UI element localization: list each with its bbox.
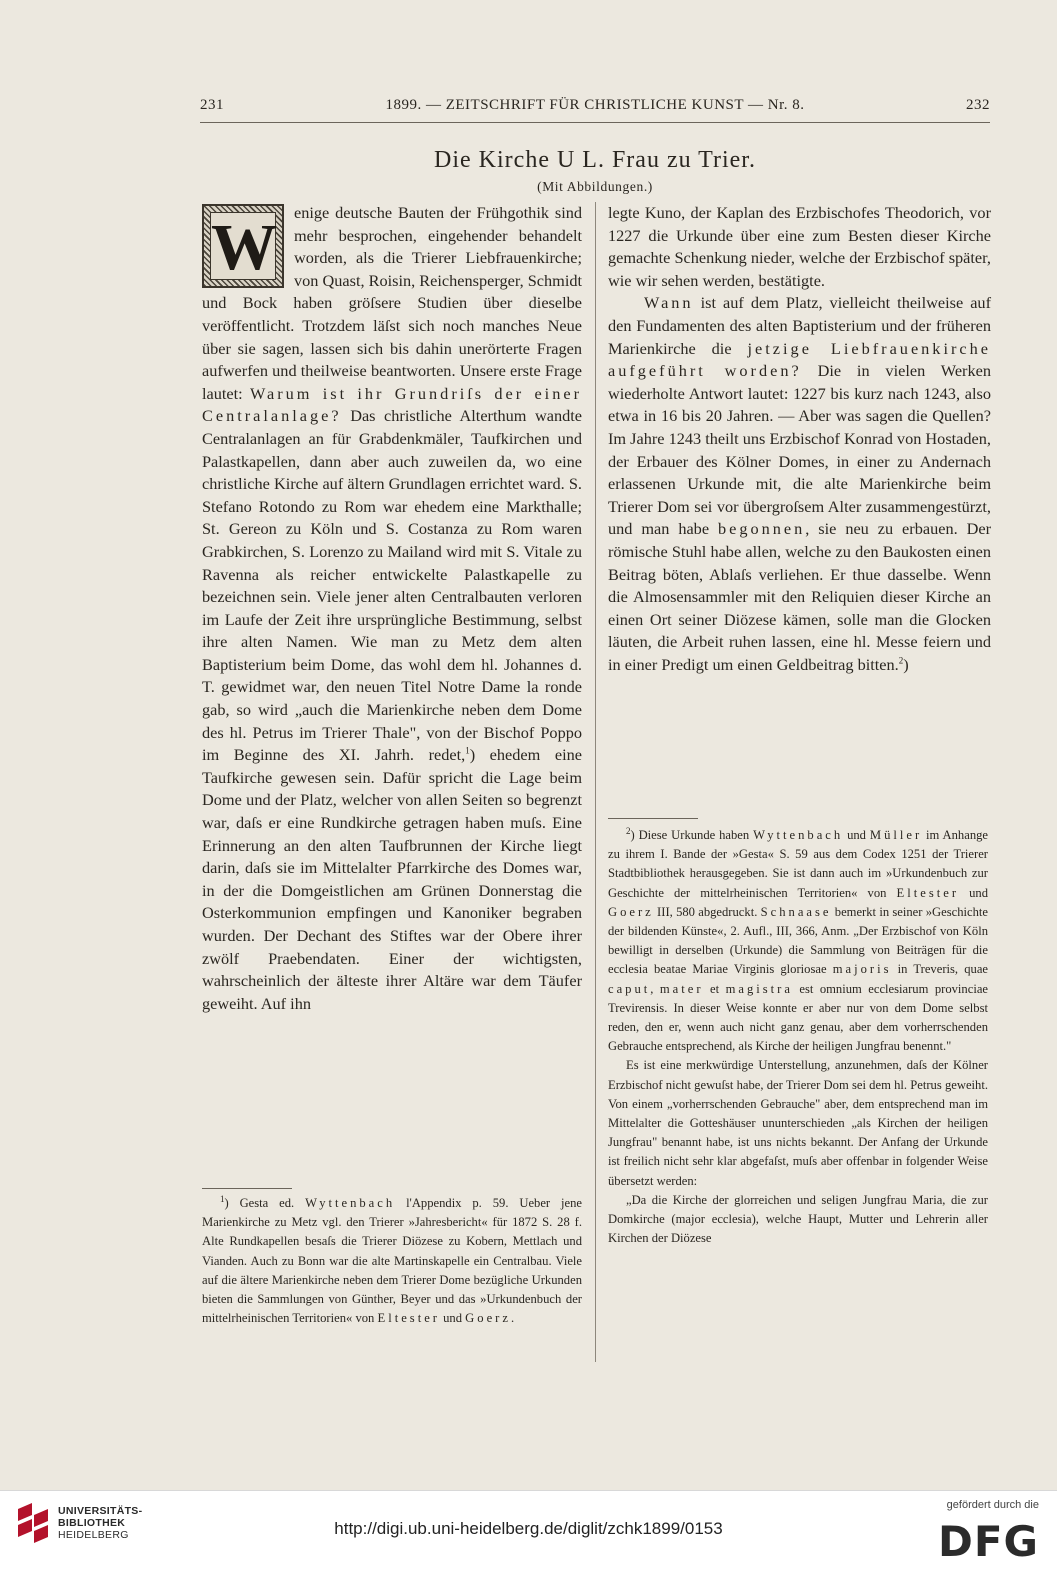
text-run: III, 580 abgedruckt.	[653, 904, 761, 919]
journal-title: 1899. — ZEITSCHRIFT FÜR CHRISTLICHE KUNST — Nr. 8.	[385, 97, 805, 113]
text-run: und	[959, 885, 988, 900]
text-run: Die in vielen Werken wiederholte Antwort lautet: 1227 bis kurz nach 1243, also etwa in 16 bis 20 Jahren. — Aber was sagen die Quellen? Im Jahre 1243 theilt uns Erzbischof Konrad von Hostaden, der Erbauer des Kölner Domes, in einer zu Andernach erlassenen Urkunde mit, die alte Marienkirche beim Trierer Dom sei vor übergroſsem Alter zusammengestürzt, und man habe	[608, 361, 991, 539]
library-line-2: BIBLIOTHEK	[58, 1517, 126, 1529]
right-paragraph-1: legte Kuno, der Kaplan des Erzbischofes Theodorich, vor 1227 die Urkunde über eine zum Besten dieser Kirche gemachte Schenkung nieder, welche der Erzbischof später, wie wir sehen werden, bestätigte.	[608, 203, 991, 290]
footnote-2-text	[608, 826, 988, 1056]
text-run: l'Appendix p. 59. Ueber jene Marienkirche zu Metz vgl. den Trierer »Jahresbericht« für 1872 S. 28 f. Alte Rundkapellen besaſs die Trierer Diözese zu Kobern, Mettlach und Vianden. Auch zu Bonn war die alte Martinskapelle ein Centralbau. Viele auf die ältere Marienkirche neben dem Trierer Dome bezügliche Urkunden bieten die Sammlungen von Günther, Beyer und das »Urkundenbuch der mittelrheinischen Territorien« von	[202, 1196, 582, 1326]
text-run: ) Diese Urkunde haben	[630, 828, 754, 842]
text-run: ,	[650, 981, 660, 996]
text-run: und	[439, 1311, 466, 1326]
page-number-right: 232	[966, 97, 990, 113]
footnote-2-paragraph-2: Es ist eine merkwürdige Unterstellung, anzunehmen, daſs der Kölner Erzbischof nicht gewuſst habe, der Trierer Dom sei dem hl. Petrus geweiht. Von einem „vorherrschenden Gebrauche" aber, dem entsprechend man im Mittelalter die Gotteshäuser ununterschieden „als Kirchen der heiligen Jungfrau" benannt habe, ist uns nichts bekannt. Der Anfang der Urkunde ist freilich nicht sehr klar abgefaſst, muſs aber offenbar in folgender Weise übersetzt werden:	[608, 1058, 988, 1188]
footnote-2-paragraph-3: „Da die Kirche der glorreichen und seligen Jungfrau Maria, die zur Domkirche (major ecclesia), welche Haupt, Mutter und Lehrerin aller Kirchen der Diözese	[608, 1192, 988, 1246]
footnote-mark: 2	[626, 825, 631, 836]
spaced-emphasis: begonnen	[718, 519, 806, 539]
footnote-2	[608, 826, 988, 1248]
left-column	[202, 202, 582, 1015]
text-run: et	[703, 981, 726, 996]
footnote-1	[202, 1194, 582, 1328]
footnote-rule-right	[608, 818, 698, 819]
spaced-emphasis: Wann	[644, 293, 694, 313]
text-run: ) ehedem eine Taufkirche gewesen sein. Dafür spricht die Lage beim Dome und der Platz, welcher von allen Seiten so begrenzt war, daſs er eine Rundkirche getragen haben muſs. Eine Erinnerung an den alten Taufbrunnen der Kirche liegt darin, daſs sie im Mittelalter Pfarrkirche des Domes war, in der die Domgeistlichen am Grünen Donnerstag die Osterkommunion empfingen und Kanoniker begraben wurden. Der Dechant des Stiftes war der Obere ihrer zwölf Praebendaten. Einer der wichtigsten, wahrscheinlich der älteste ihrer Altäre war dem Täufer geweiht. Auf ihn	[202, 745, 582, 1013]
article-title: Die Kirche U L. Frau zu Trier.	[434, 147, 756, 173]
spaced-name: Wyttenbach	[753, 828, 844, 842]
text-run: est omnium ecclesiarum provinciae Trevirensis. In dieser Weise konnte er aber nur von dem Dome selbst reden, den er, wenn auch nicht ganz genau, aber dem vorherrschenden Gebrauche entsprechend, als Kirche der heiligen Jungfrau benennt."	[608, 981, 988, 1054]
spaced-emphasis: jetzige Liebfrauenkirche aufgeführt worden?	[608, 338, 991, 381]
text-run: bemerkt in seiner »Geschichte der bildenden Künste«, 2. Aufl., III, 366, Anm. „Der Erzbischof von Köln bewilligt in derselben (Urkunde) die Sammlung von Beiträgen für die ecclesia beatae Mariae Virginis gloriosae	[608, 904, 988, 977]
right-paragraph-2	[608, 292, 991, 676]
footnote-rule-left	[202, 1188, 292, 1189]
spaced-word: mater	[659, 981, 704, 996]
initial-letter: W	[211, 211, 277, 284]
text-run: und	[843, 828, 870, 842]
spaced-emphasis: Warum ist ihr Grundriſs der einer Centralanlage?	[202, 383, 582, 426]
text-run: Das christliche Alterthum wandte Centralanlagen an für Grabdenkmäler, Taufkirchen und Palastkapellen, dann aber auch zuweilen da, wo eine christliche Kirche auf ältern Grundlagen errichtet ward. S. Stefano Rotondo zu Rom war ehedem eine Markthalle; St. Gereon zu Köln und S. Costanza zu Rom waren Grabkirchen, S. Lorenzo zu Mailand wird mit S. Vitale zu Ravenna als reicher entwickelte Palastkapelle zu bezeichnen sein. Viele jener alten Centralbauten verloren im Laufe der Zeit ihre ursprüngliche Bestimmung, selbst ihre alten Namen. Wie man zu Metz dem alten Baptisterium beim Dome, das wohl dem hl. Johannes d. T. gewidmet war, den neuen Titel Notre Dame la ronde gab, so wird „auch die Marienkirche neben dem Dome des hl. Petrus im Trierer Thale", von der Bischof Poppo im Beginne des XI. Jahrh. redet,	[202, 406, 582, 765]
running-header	[200, 97, 990, 121]
decorated-initial	[202, 204, 284, 288]
text-run: ist auf dem Platz, vielleicht theilweise auf den Fundamenten des alten Baptisterium und der früheren Marienkirche die	[608, 293, 991, 358]
spaced-name: Goerz	[608, 904, 654, 919]
text-run: in Treveris, quae	[891, 962, 988, 977]
footnote-1-text	[202, 1194, 582, 1328]
text-run: enige deutsche Bauten der Frühgothik sind mehr besprochen, eingehender behandelt worden, als die Trierer Liebfrauenkirche; von Quast, Roisin, Reichensperger, Schmidt und Bock haben gröſsere Studien über dieselbe veröffentlicht. Trotzdem läſst sich noch manches Neue über sie sagen, lassen sich bis dahin unerörterte Fragen aufwerfen und theilweise beantworten. Unsere erste Frage lautet:	[202, 203, 583, 403]
text-run: .	[510, 1311, 515, 1326]
text-run: , sie neu zu erbauen. Der römische Stuhl habe allen, welche zu den Baukosten einen Beitrag böten, Ablaſs verliehen. Er thue dasselbe. Wenn die Almosensammler mit den Reliquien dieser Kirche an einen Ort seiner Diözese kämen, solle man die Glocken läuten, die Arbeit ruhen lassen, eine hl. Messe feiern und in einer Predigt um einen Geldbeitrag bitten.	[608, 519, 991, 674]
right-column	[608, 202, 991, 676]
text-run: im Anhange zu ihrem I. Bande der »Gesta« S. 59 aus dem Codex 1251 der Trierer Stadtbibliothek herausgegeben. Sie ist dann auch im »Urkundenbuch zur Geschichte der mittelrheinischen Territorien« von	[608, 828, 989, 900]
spaced-name: Eltester	[896, 885, 960, 900]
text-run: )	[903, 654, 909, 674]
page-number-left: 231	[200, 97, 224, 113]
spaced-word: magistra	[725, 981, 793, 996]
spaced-name: Eltester	[377, 1311, 440, 1326]
spaced-name: Goerz	[465, 1311, 511, 1326]
footnote-ref: 1	[465, 745, 470, 756]
digitization-footer	[0, 1490, 1057, 1573]
funding-note: gefördert durch die	[946, 1499, 1039, 1511]
spaced-name: Wyttenbach	[305, 1196, 396, 1210]
left-paragraph	[202, 202, 582, 1015]
footnote-mark: 1	[220, 1193, 225, 1204]
footnote-ref: 2	[898, 655, 904, 666]
header-rule	[200, 122, 990, 123]
column-separator	[595, 202, 596, 1362]
text-run: ) Gesta ed.	[224, 1196, 306, 1210]
library-line-1: UNIVERSITÄTS-	[58, 1505, 143, 1517]
spaced-name: Schnaase	[760, 904, 832, 919]
dfg-logo: DFG	[937, 1517, 1039, 1566]
article-subtitle: (Mit Abbildungen.)	[537, 179, 653, 194]
spaced-word: caput	[608, 981, 651, 996]
library-line-3: HEIDELBERG	[58, 1529, 129, 1541]
spaced-name: Müller	[869, 828, 923, 842]
spaced-word: majoris	[832, 962, 892, 977]
permalink-url[interactable]: http://digi.ub.uni-heidelberg.de/diglit/zchk1899/0153	[334, 1519, 723, 1538]
